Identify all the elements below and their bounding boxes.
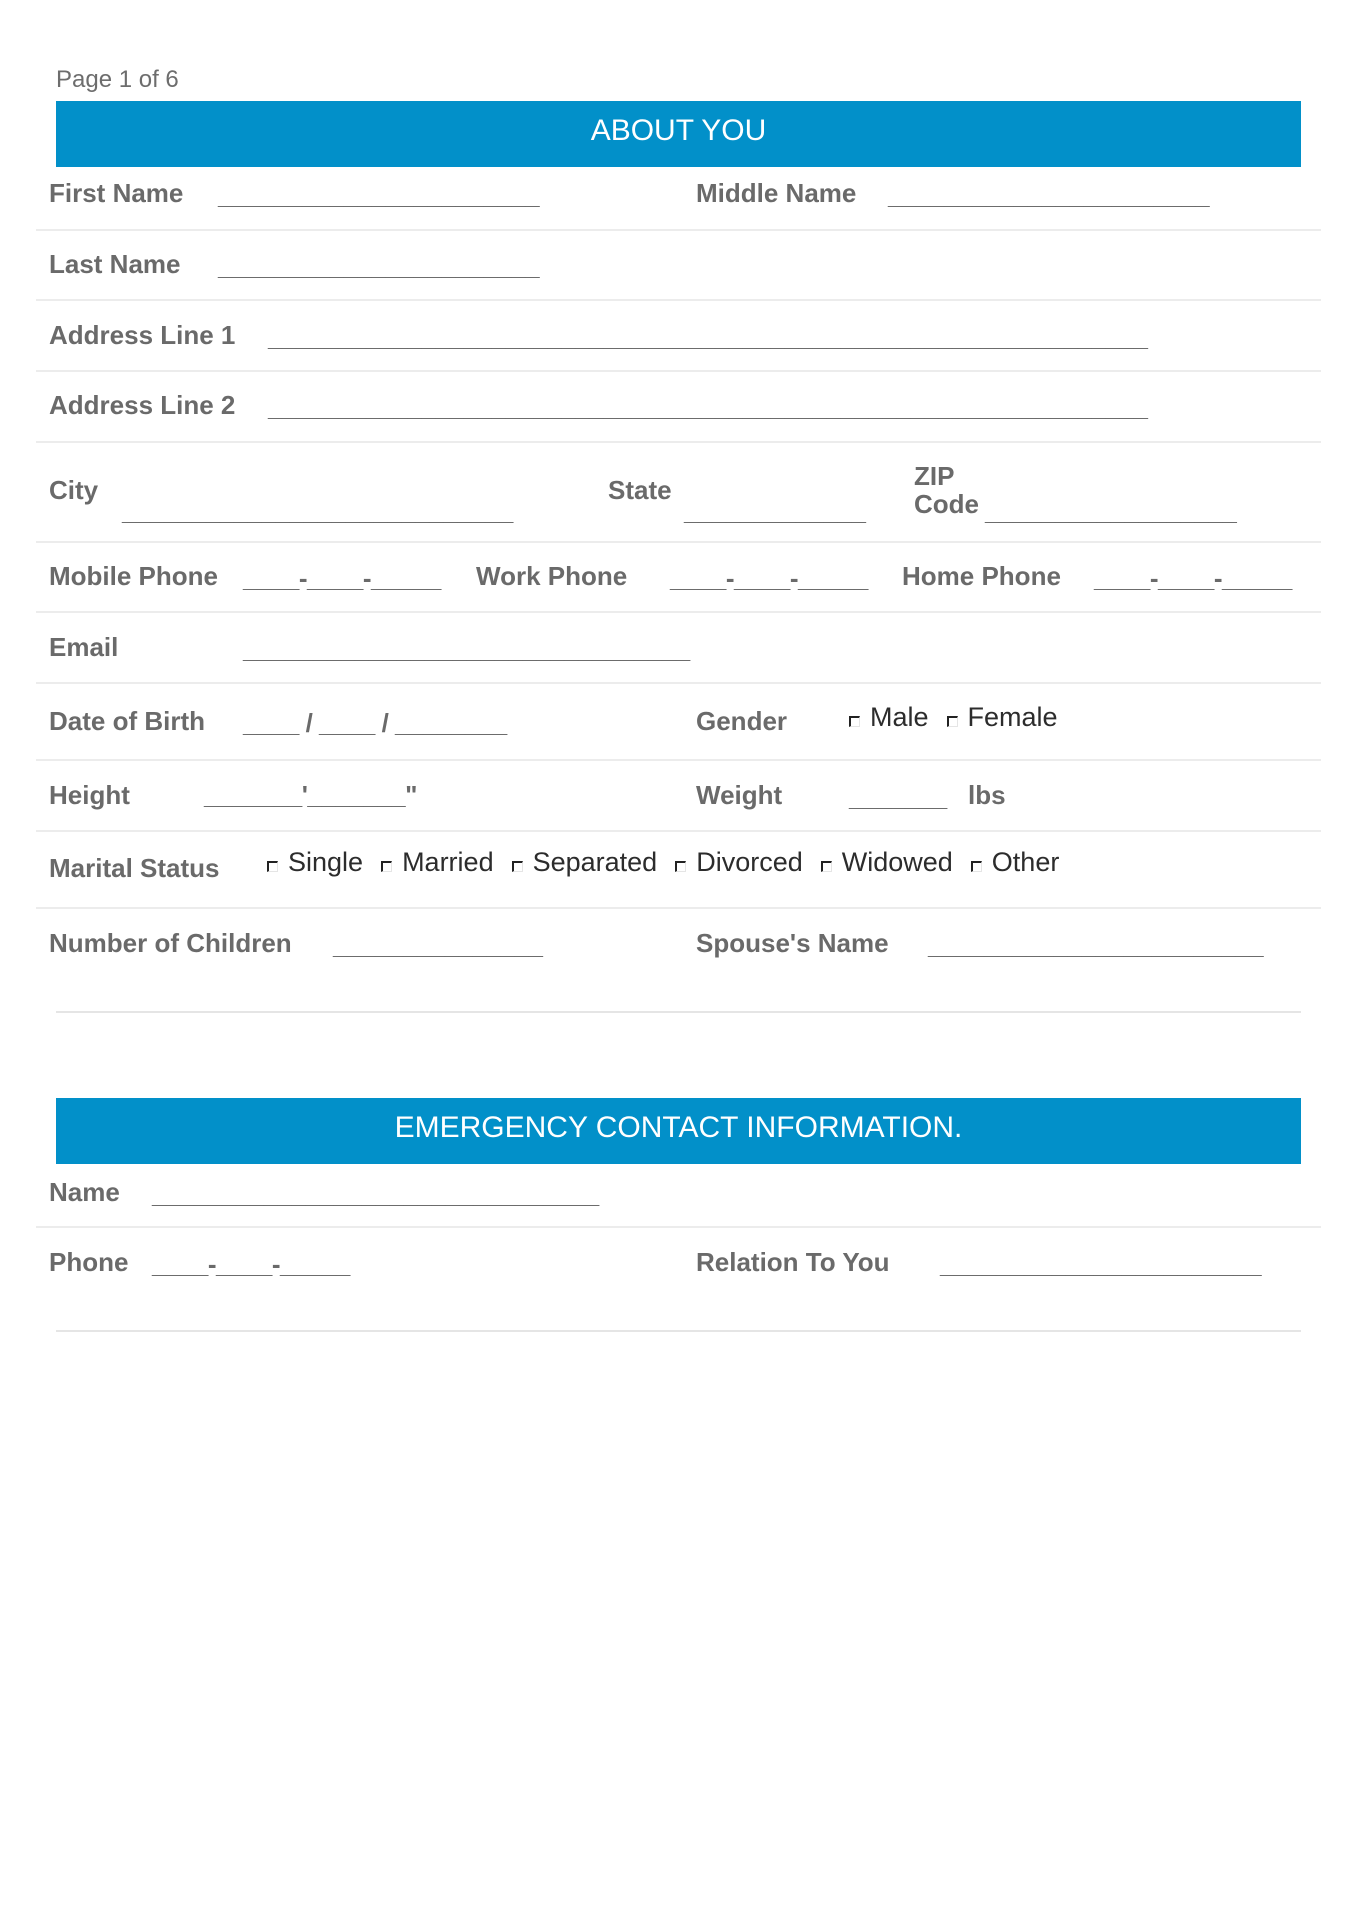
date-of-birth-label: Date of Birth (49, 706, 205, 736)
gender-option-label: Female (967, 702, 1058, 732)
checkbox-icon[interactable] (381, 861, 392, 872)
marital-option-label: Single (288, 847, 364, 877)
marital-option-divorced[interactable] (675, 847, 803, 878)
section-header-about-you: ABOUT YOU (56, 101, 1301, 167)
email-field[interactable]: ________________________________ (243, 634, 690, 664)
page-indicator: Page 1 of 6 (56, 66, 179, 93)
row-divider (36, 370, 1321, 372)
first-name-field[interactable]: _______________________ (218, 180, 540, 210)
address-line-1-field[interactable]: _______________________________________________________________ (268, 322, 1148, 352)
middle-name-label: Middle Name (696, 178, 857, 208)
marital-option-single[interactable] (267, 847, 363, 878)
row-divider (36, 441, 1321, 443)
work-phone-field[interactable]: ____-____-_____ (670, 563, 868, 593)
row-divider (36, 541, 1321, 543)
emergency-phone-label: Phone (49, 1247, 129, 1277)
marital-option-label: Divorced (696, 847, 803, 877)
home-phone-field[interactable]: ____-____-_____ (1094, 563, 1292, 593)
mobile-phone-field[interactable]: ____-____-_____ (243, 563, 441, 593)
address-line-1-label: Address Line 1 (49, 320, 236, 350)
row-divider (36, 1226, 1321, 1228)
first-name-label: First Name (49, 178, 184, 208)
mobile-phone-label: Mobile Phone (49, 561, 218, 591)
height-label: Height (49, 780, 130, 810)
checkbox-icon[interactable] (821, 861, 832, 872)
marital-option-label: Widowed (841, 847, 953, 877)
row-divider (36, 830, 1321, 832)
marital-option-separated[interactable] (512, 847, 658, 878)
email-label: Email (49, 632, 119, 662)
checkbox-icon[interactable] (267, 861, 278, 872)
last-name-field[interactable]: _______________________ (218, 251, 540, 281)
date-of-birth-field[interactable]: ____ / ____ / ________ (243, 708, 507, 738)
relation-to-you-field[interactable]: _______________________ (940, 1249, 1262, 1279)
work-phone-label: Work Phone (476, 561, 628, 591)
section-divider (56, 1330, 1301, 1332)
home-phone-label: Home Phone (902, 561, 1061, 591)
height-field[interactable]: _______'_______" (204, 780, 417, 810)
zip-label-line2: Code (914, 489, 979, 519)
marital-option-label: Separated (532, 847, 658, 877)
marital-status-label: Marital Status (49, 853, 220, 883)
zip-code-field[interactable]: __________________ (985, 496, 1237, 526)
address-line-2-field[interactable]: _______________________________________________________________ (268, 392, 1148, 422)
city-label: City (49, 475, 99, 505)
section-header-emergency-contact: EMERGENCY CONTACT INFORMATION. (56, 1098, 1301, 1164)
zip-label-line1: ZIP (914, 461, 955, 491)
section-divider (56, 1011, 1301, 1013)
row-divider (36, 611, 1321, 613)
marital-option-widowed[interactable] (821, 847, 953, 878)
marital-status-options (267, 847, 1059, 878)
emergency-name-label: Name (49, 1177, 120, 1207)
row-divider (36, 907, 1321, 909)
marital-option-other[interactable] (971, 847, 1060, 878)
row-divider (36, 759, 1321, 761)
weight-label: Weight (696, 780, 783, 810)
zip-code-label (914, 462, 979, 518)
address-line-2-label: Address Line 2 (49, 390, 236, 420)
state-field[interactable]: _____________ (684, 496, 866, 526)
marital-option-label: Married (402, 847, 494, 877)
gender-label: Gender (696, 706, 788, 736)
gender-options (849, 702, 1058, 733)
state-label: State (608, 475, 672, 505)
row-divider (36, 229, 1321, 231)
checkbox-icon[interactable] (971, 861, 982, 872)
spouse-name-field[interactable]: ________________________ (928, 930, 1264, 960)
weight-field[interactable]: _______ (849, 782, 947, 812)
number-of-children-label: Number of Children (49, 928, 292, 958)
gender-option-label: Male (870, 702, 929, 732)
relation-to-you-label: Relation To You (696, 1247, 890, 1277)
row-divider (36, 299, 1321, 301)
checkbox-icon[interactable] (849, 716, 860, 727)
last-name-label: Last Name (49, 249, 181, 279)
middle-name-field[interactable]: _______________________ (888, 180, 1210, 210)
emergency-name-field[interactable]: ________________________________ (152, 1179, 599, 1209)
spouse-name-label: Spouse's Name (696, 928, 889, 958)
checkbox-icon[interactable] (512, 861, 523, 872)
row-divider (36, 682, 1321, 684)
weight-unit: lbs (968, 780, 1006, 810)
emergency-phone-field[interactable]: ____-____-_____ (152, 1249, 350, 1279)
marital-option-label: Other (991, 847, 1060, 877)
number-of-children-field[interactable]: _______________ (333, 930, 543, 960)
gender-option-female[interactable] (947, 702, 1058, 733)
marital-option-married[interactable] (381, 847, 494, 878)
checkbox-icon[interactable] (947, 716, 958, 727)
gender-option-male[interactable] (849, 702, 929, 733)
checkbox-icon[interactable] (675, 861, 686, 872)
city-field[interactable]: ____________________________ (122, 496, 513, 526)
